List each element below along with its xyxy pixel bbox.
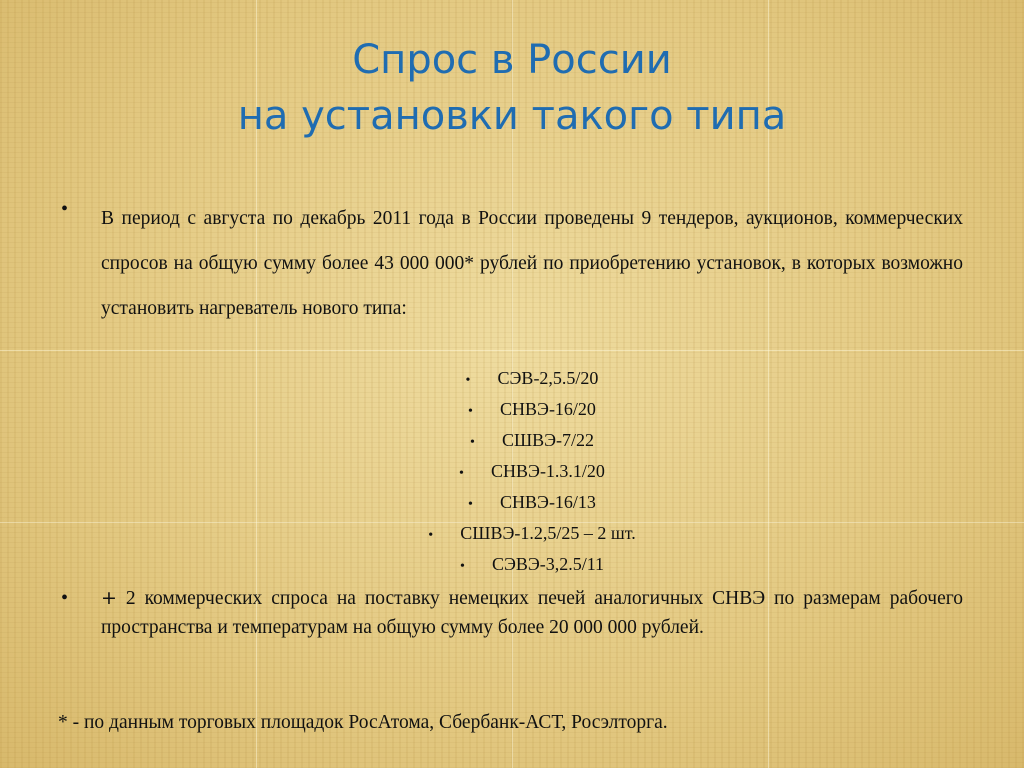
paragraph-commercial-requests-text: 2 коммерческих спроса на поставку немецких печей аналогичных СНВЭ по размерам рабочего пространства и температурам на общую сумму более 20 000 000 рублей. (101, 588, 964, 638)
paragraph-tenders: В период с августа по декабрь 2011 года в России проведены 9 тендеров, аукционов, коммерческих спросов на общую сумму более 43 000 000* рублей по приобретению установок, в которых возможно установить нагреватель нового типа: (101, 208, 963, 319)
bullet-icon: • (428, 528, 434, 543)
bullet-icon: • (468, 404, 473, 419)
paragraph-commercial-requests (101, 584, 963, 642)
bullet-icon: • (465, 373, 471, 388)
bullet-icon: • (61, 198, 69, 220)
list-item-label: СЭВ-2,5.5/20 (497, 368, 599, 388)
list-item-label: СНВЭ-16/13 (500, 492, 596, 512)
footnote: * - по данным торговых площадок РосАтома, Сбербанк-АСТ, Росэлторга. (58, 712, 668, 733)
plus-icon: + (101, 587, 117, 609)
list-item-label: СНВЭ-16/20 (500, 399, 596, 419)
list-item (0, 519, 1024, 550)
slide-title (0, 32, 1024, 144)
list-item-label: СШВЭ-7/22 (501, 430, 595, 450)
installation-list (0, 364, 1024, 581)
list-item-label: СЭВЭ-3,2.5/11 (491, 554, 605, 574)
list-item-label: СНВЭ-1.3.1/20 (491, 461, 605, 481)
background-seam (0, 350, 1024, 351)
bullet-icon: • (61, 587, 69, 609)
list-item (0, 488, 1024, 519)
list-item (0, 550, 1024, 581)
bullet-icon: • (468, 497, 473, 512)
list-item (0, 457, 1024, 488)
list-item (0, 395, 1024, 426)
list-item (0, 364, 1024, 395)
bullet-icon: • (469, 435, 475, 450)
bullet-icon: • (459, 559, 465, 574)
title-line-1: Спрос в России (352, 37, 672, 83)
list-item (0, 426, 1024, 457)
list-item-label: СШВЭ-1.2,5/25 – 2 шт. (460, 523, 636, 543)
title-line-2: на установки такого типа (237, 93, 787, 139)
bullet-icon: • (459, 466, 464, 481)
